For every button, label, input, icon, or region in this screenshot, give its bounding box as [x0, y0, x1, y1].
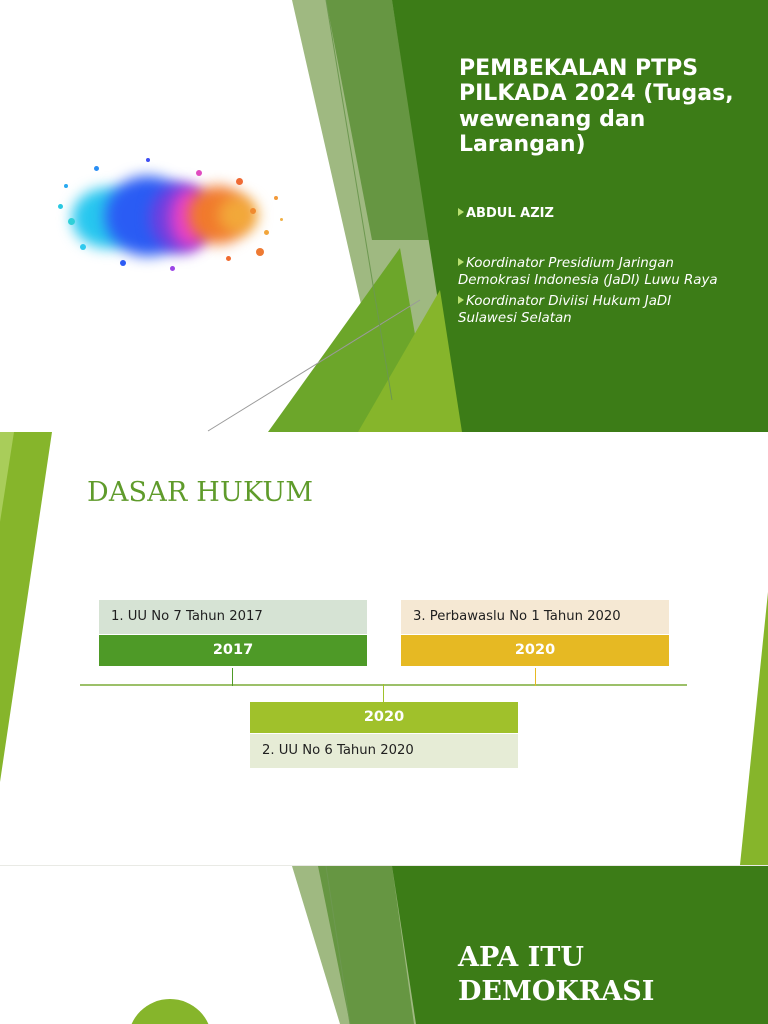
author-bullet: [458, 206, 720, 223]
timeline-event-label: 2. UU No 6 Tahun 2020: [250, 734, 518, 768]
timeline-year-band: 2017: [99, 635, 367, 666]
bullet-arrow-icon: [458, 296, 464, 304]
timeline-year-band: 2020: [401, 635, 669, 666]
timeline-marker: [535, 668, 536, 686]
slide-3-thumbnail[interactable]: [0, 866, 768, 1024]
slide-2-title: DASAR HUKUM: [87, 477, 314, 508]
timeline-marker: [232, 668, 233, 686]
timeline-marker: [383, 684, 384, 702]
slide-1-title: PEMBEKALAN PTPS PILKADA 2024 (Tugas, wewenang dan Larangan): [459, 56, 734, 157]
timeline-event-label: 3. Perbawaslu No 1 Tahun 2020: [401, 600, 669, 634]
slide-1-thumbnail[interactable]: [0, 0, 768, 432]
bullet-arrow-icon: [458, 208, 464, 216]
timeline-year-band: 2020: [250, 702, 518, 733]
timeline-event-label: 1. UU No 7 Tahun 2017: [99, 600, 367, 634]
role-bullet: [458, 293, 720, 327]
author-name: ABDUL AZIZ: [466, 206, 554, 221]
slide-1-bullet-list: [458, 206, 720, 331]
slide-2-thumbnail[interactable]: [0, 432, 768, 865]
bullet-arrow-icon: [458, 258, 464, 266]
paint-splash-image: [50, 148, 290, 288]
slide-3-title: APA ITU DEMOKRASI: [458, 942, 655, 1007]
role-bullet: [458, 255, 720, 289]
role-text: Koordinator Diviisi Hukum JaDI Sulawesi Selatan: [458, 293, 672, 326]
role-text: Koordinator Presidium Jaringan Demokrasi Indonesia (JaDI) Luwu Raya: [458, 255, 718, 288]
